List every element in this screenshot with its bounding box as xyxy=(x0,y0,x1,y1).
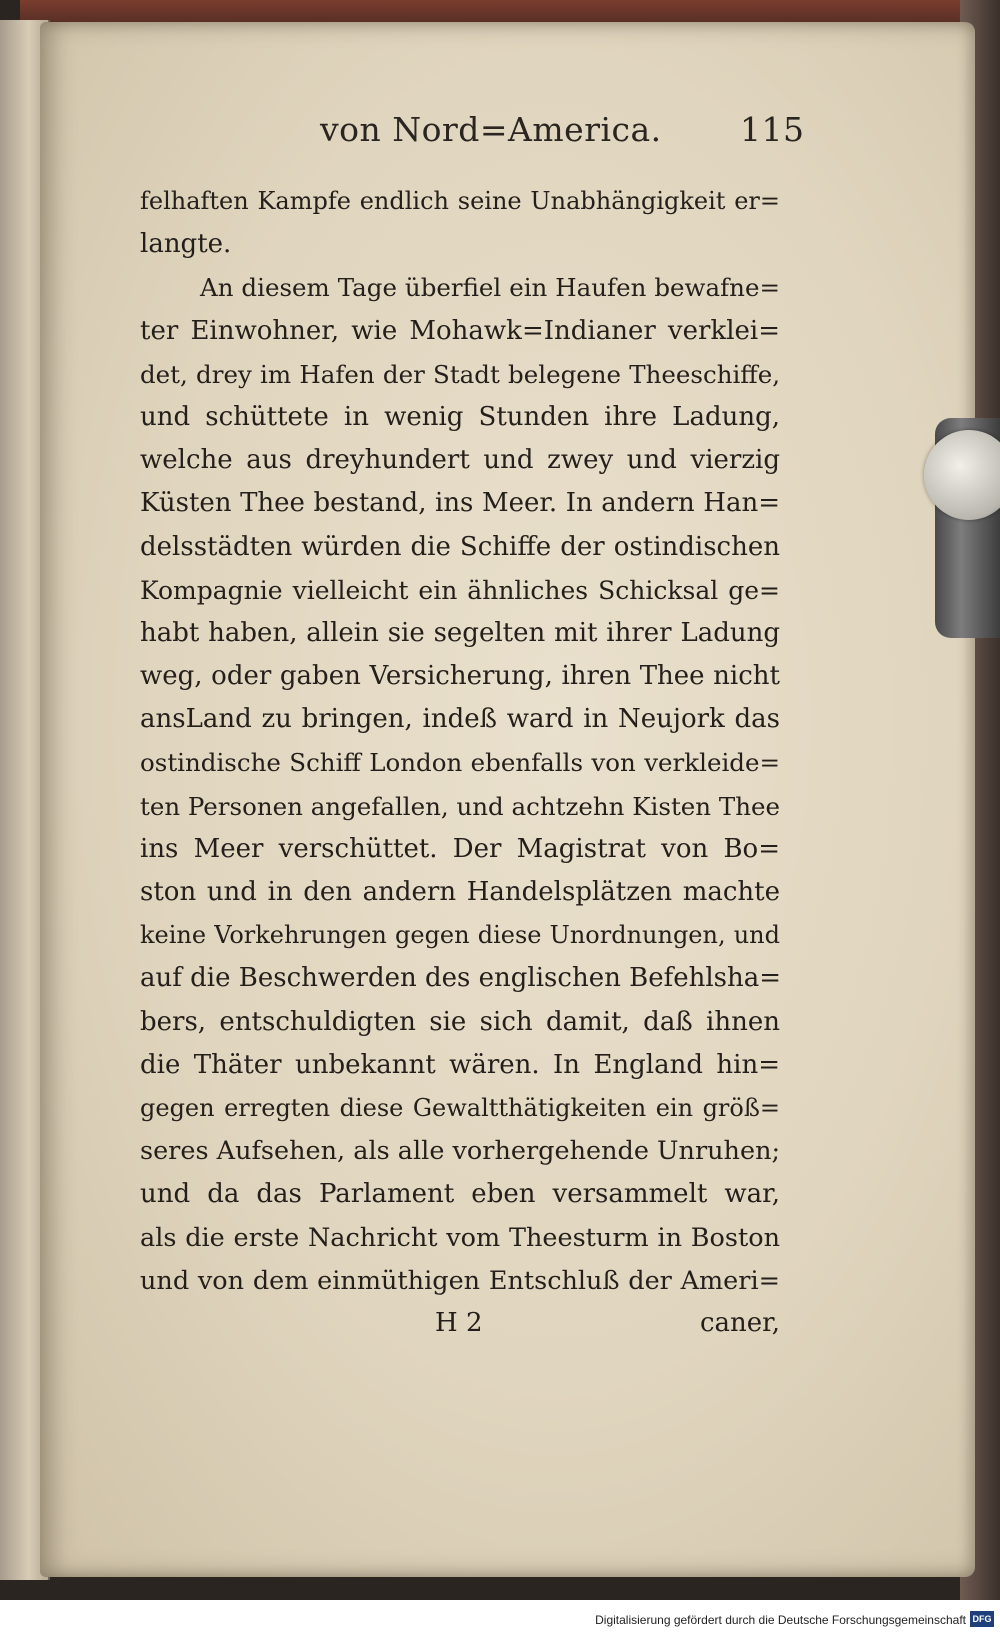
text-line: Küsten Thee bestand, ins Meer. In andern Han= xyxy=(140,488,780,519)
text-line: auf die Beschwerden des englischen Befehlsha= xyxy=(140,963,782,994)
text-line: die Thäter unbekannt wären. In England hin= xyxy=(140,1049,780,1080)
page-footer xyxy=(140,1308,780,1348)
running-title: von Nord=America. xyxy=(320,110,662,149)
text-line: welche aus dreyhundert und zwey und vierzig xyxy=(140,445,780,476)
text-line: det, drey im Hafen der Stadt belegene Theeschiffe, xyxy=(140,359,780,389)
text-line: langte. xyxy=(140,229,232,260)
credit-bar xyxy=(0,1600,1000,1634)
signature-mark: H 2 xyxy=(435,1308,483,1338)
dfg-logo-icon: DFG xyxy=(970,1611,994,1627)
text-line: ten Personen angefallen, und achtzehn Kisten Thee xyxy=(140,791,780,821)
text-line: ins Meer verschüttet. Der Magistrat von Bo= xyxy=(140,833,780,864)
page-header xyxy=(320,110,820,162)
catchword: caner, xyxy=(699,1308,780,1338)
text-line: An diesem Tage überfiel ein Haufen bewafne= xyxy=(200,273,780,303)
text-line: als die erste Nachricht vom Theesturm in Boston xyxy=(140,1222,780,1253)
body-text xyxy=(140,180,780,1303)
text-line: Kompagnie vielleicht ein ähnliches Schicksal ge= xyxy=(140,575,780,605)
text-line: und schüttete in wenig Stunden ihre Ladung, xyxy=(140,401,780,432)
text-line: delsstädten würden die Schiffe der ostindischen xyxy=(140,531,780,562)
text-line: ston und in den andern Handelsplätzen machte xyxy=(140,877,780,907)
text-line: keine Vorkehrungen gegen diese Unordnungen, und xyxy=(140,921,780,950)
page-number: 115 xyxy=(740,110,805,149)
text-line: seres Aufsehen, als alle vorhergehende Unruhen; xyxy=(140,1136,781,1167)
text-line: ostindische Schiff London ebenfalls von verkleide= xyxy=(140,748,780,778)
text-line: weg, oder gaben Versicherung, ihren Thee nicht xyxy=(140,661,780,692)
text-line: felhaften Kampfe endlich seine Unabhängigkeit er= xyxy=(140,187,780,215)
text-line: ansLand zu bringen, indeß ward in Neujork das xyxy=(140,704,780,735)
text-line: und da das Parlament eben versammelt war, xyxy=(140,1179,780,1210)
text-line: habt haben, allein sie segelten mit ihrer Ladung xyxy=(140,617,780,648)
funding-credit: Digitalisierung gefördert durch die Deutsche Forschungsgemeinschaft xyxy=(595,1613,966,1627)
text-line: gegen erregten diese Gewaltthätigkeiten ein größ= xyxy=(140,1093,780,1122)
text-line: bers, entschuldigten sie sich damit, daß ihnen xyxy=(140,1006,780,1037)
text-line: ter Einwohner, wie Mohawk=Indianer verklei= xyxy=(140,315,780,346)
text-line: und von dem einmüthigen Entschluß der Ameri= xyxy=(140,1265,780,1296)
